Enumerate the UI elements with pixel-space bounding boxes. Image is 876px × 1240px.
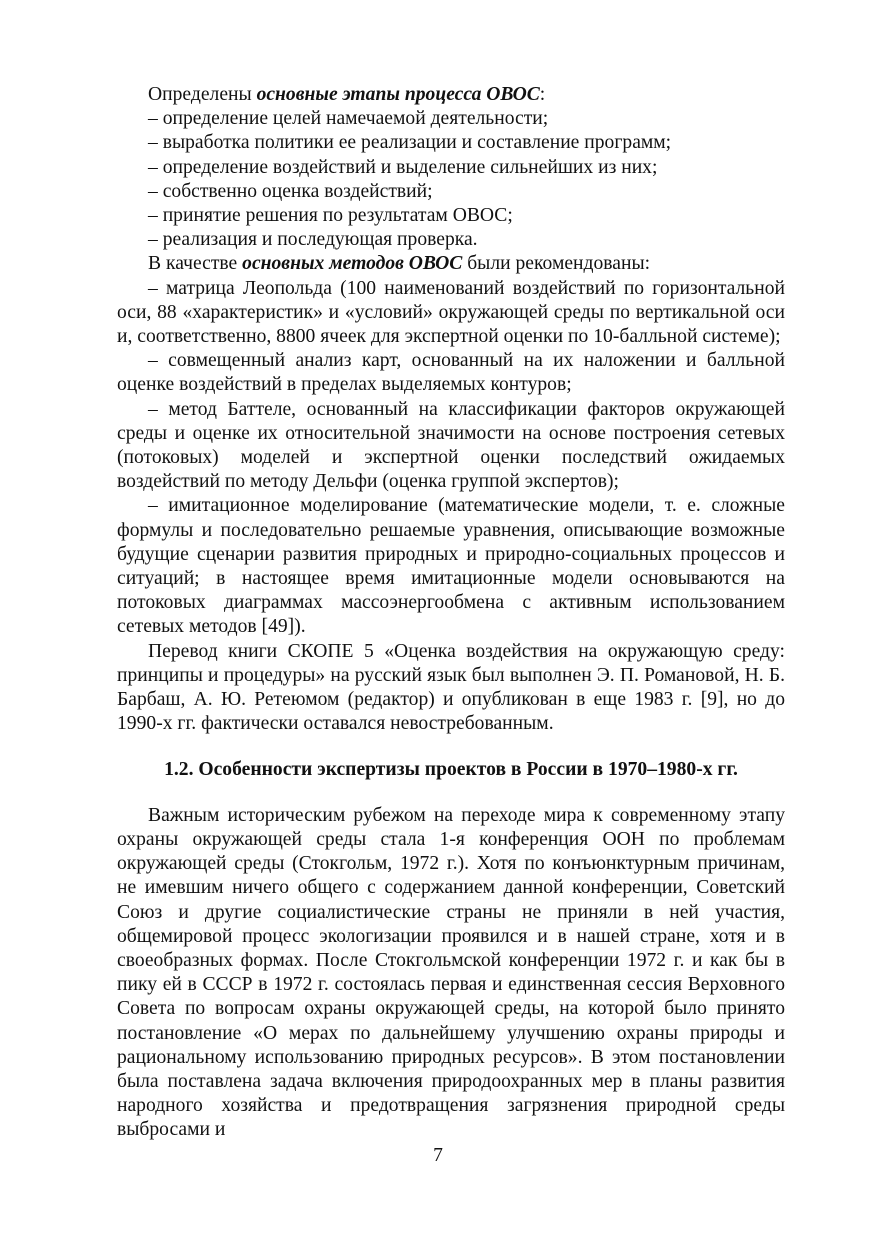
- methods-intro-suffix: были рекомендованы:: [462, 253, 651, 275]
- stages-intro-suffix: :: [539, 84, 546, 105]
- stage-item: – принятие решения по результатам ОВОС;: [148, 205, 513, 227]
- page-body: [117, 83, 785, 1143]
- methods-intro-prefix: В качестве: [148, 253, 243, 275]
- section-paragraph: Важным историческим рубежом на переходе мира к современному этапу охраны окружающей среды стала 1-я конференция ООН по проблемам окружающей среды (Стокгольм, 1972 г.). Хотя по конъюнктурным причинам, не имевшим ничего общего с содержанием данной конференции, Советский Союз и другие социалистические страны не приняли в ней участия, общемировой процесс экологизации проявился и в нашей стране, хотя и в своеобразных формах. После Стокгольмской конференции 1972 г. и как бы в пику ей в СССР в 1972 г. состоялась первая и единственная сессия Верховного Совета по вопросам охраны окружающей среды, на которой было принято постановление «О мерах по дальнейшему улучшению охраны природы и рациональному использованию природных ресурсов». В этом постановлении была поставлена задача включения природоохранных мер в планы развития народного хозяйства и предотвращения загрязнения природной среды выбросами и: [117, 804, 785, 1141]
- stages-intro-emphasis: основные этапы процесса ОВОС: [256, 84, 540, 105]
- page-number: 7: [433, 1145, 443, 1166]
- methods-intro-emphasis: основных методов ОВОС: [242, 253, 463, 275]
- translation-paragraph: Перевод книги СКОПЕ 5 «Оценка воздействия на окружающую среду: принципы и процедуры» на русский язык был выполнен Э. П. Романовой, Н. Б. Барбаш, А. Ю. Ретеюмом (редактор) и опубликован в еще 1983 г. [9], но до 1990-х гг. фактически оставался невостребованным.: [117, 640, 785, 735]
- method-item-leopold-matrix: – матрица Леопольда (100 наименований воздействий по горизонтальной оси, 88 «характеристик» и «условий» окружающей среды по вертикальной оси и, соответственно, 8800 ячеек для экспертной оценки по 10-балльной системе);: [117, 277, 785, 348]
- stages-intro: [117, 83, 785, 107]
- method-item-map-overlay: – совмещенный анализ карт, основанный на их наложении и балльной оценке воздействий в пределах выделяемых контуров;: [117, 350, 785, 396]
- stage-item: – реализация и последующая проверка.: [148, 229, 478, 251]
- section-heading: 1.2. Особенности экспертизы проектов в России в 1970–1980-х гг.: [164, 759, 738, 781]
- methods-intro: [117, 252, 785, 276]
- stage-item: – определение воздействий и выделение сильнейших из них;: [148, 156, 658, 178]
- stage-item: – выработка политики ее реализации и составление программ;: [148, 132, 672, 154]
- stage-item: – определение целей намечаемой деятельности;: [148, 108, 549, 130]
- method-item-simulation: – имитационное моделирование (математические модели, т. е. сложные формулы и последовательно решаемые уравнения, описывающие возможные будущие сценарии развития природных и природно-социальных процессов и ситуаций; в настоящее время имитационные модели основываются на потоковых диаграммах массоэнергообмена с активным использованием сетевых методов [49]).: [117, 495, 785, 638]
- stage-item: – собственно оценка воздействий;: [148, 180, 433, 202]
- stages-intro-prefix: Определены: [148, 84, 257, 105]
- method-item-battelle: – метод Баттеле, основанный на классификации факторов окружающей среды и оценке их относительной значимости на основе построения сетевых (потоковых) моделей и экспертной оценки последствий ожидаемых воздействий по методу Дельфи (оценка группой экспертов);: [117, 398, 785, 493]
